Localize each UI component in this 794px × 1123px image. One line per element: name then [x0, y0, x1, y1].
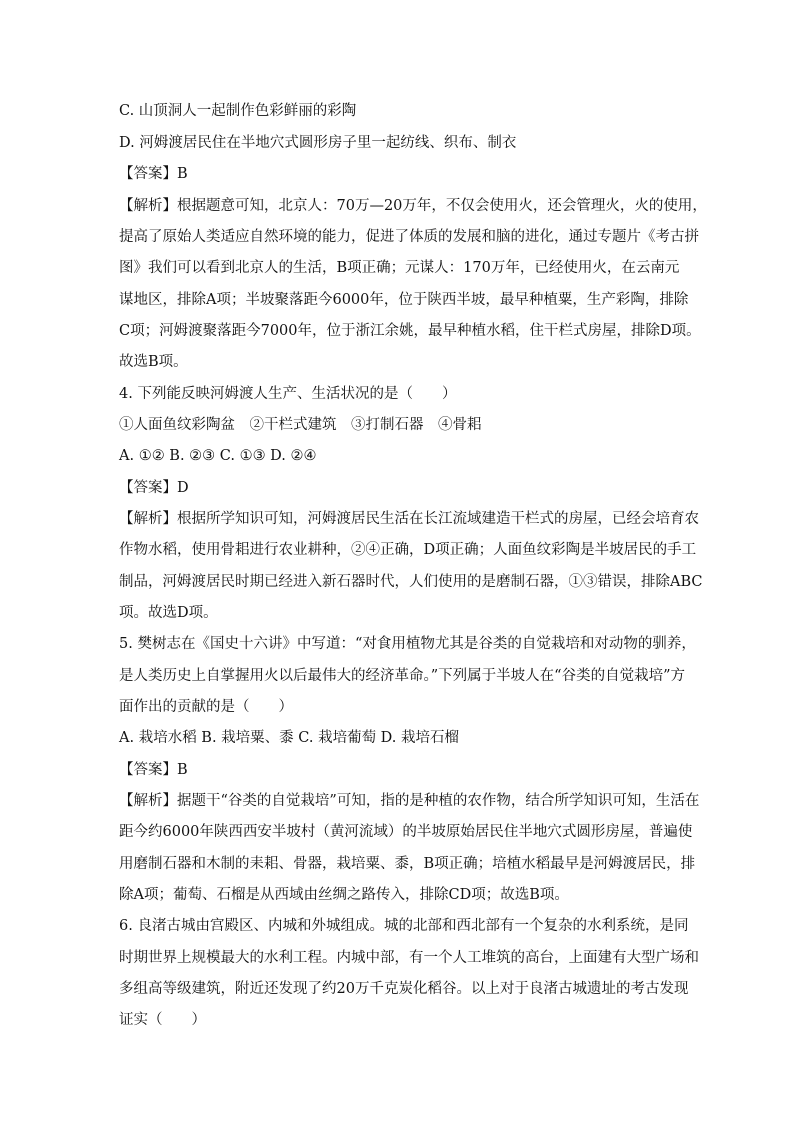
explanation-q3-line-2: 提高了原始人类适应自然环境的能力，促进了体质的发展和脑的进化，通过专题片《考古拼 — [119, 229, 699, 245]
question-6-stem-line-2: 时期世界上规模最大的水利工程。内城中部，有一个人工堆筑的高台，上面建有大型广场和 — [119, 950, 699, 966]
option-d-q3: D. 河姆渡居民住在半地穴式圆形房子里一起纺线、织布、制衣 — [119, 135, 517, 151]
explanation-q5-line-2: 距今约6000年陕西西安半坡村（黄河流域）的半坡原始居民住半地穴式圆形房屋，普遍使 — [119, 824, 693, 840]
option-c-q3: C. 山顶洞人一起制作色彩鲜丽的彩陶 — [119, 103, 357, 119]
explanation-q5-line-1: 【解析】据题干“谷类的自觉栽培”可知，指的是种植的农作物，结合所学知识可知，生活在 — [119, 793, 700, 809]
answer-q5: 【答案】B — [119, 762, 188, 778]
explanation-q5-line-3: 用磨制石器和木制的耒耜、骨器，栽培粟、黍，B项正确；培植水稻最早是河姆渡居民，排 — [119, 856, 696, 872]
question-5-stem-line-2: 是人类历史上自掌握用火以后最伟大的经济革命。”下列属于半坡人在“谷类的自觉栽培”方 — [119, 668, 685, 684]
question-5-stem-line-3: 面作出的贡献的是（ ） — [119, 699, 293, 715]
explanation-q3-line-3: 图》我们可以看到北京人的生活，B项正确；元谋人：170万年，已经使用火，在云南元 — [119, 260, 680, 276]
answer-q4: 【答案】D — [119, 480, 189, 496]
explanation-q4-line-3: 制品，河姆渡居民时期已经进入新石器时代，人们使用的是磨制石器，①③错误，排除ABC — [119, 574, 703, 590]
answer-q3: 【答案】B — [119, 166, 188, 182]
explanation-q4-line-1: 【解析】根据所学知识可知，河姆渡居民生活在长江流域建造干栏式的房屋，已经会培育农 — [119, 511, 699, 527]
question-6-stem-line-3: 多组高等级建筑，附近还发现了约20万千克炭化稻谷。以上对于良渚古城遗址的考古发现 — [119, 981, 689, 997]
explanation-q3-line-6: 故选B项。 — [119, 354, 188, 370]
explanation-q3-line-1: 【解析】根据题意可知，北京人：70万—20万年，不仅会使用火，还会管理火，火的使用， — [119, 198, 707, 214]
question-4-stem: 4. 下列能反映河姆渡人生产、生活状况的是（ ） — [119, 386, 457, 402]
question-4-options: A. ①② B. ②③ C. ①③ D. ②④ — [119, 448, 317, 464]
explanation-q4-line-4: 项。故选D项。 — [119, 605, 218, 621]
question-5-options: A. 栽培水稻 B. 栽培粟、黍 C. 栽培葡萄 D. 栽培石榴 — [119, 730, 460, 746]
question-4-items: ①人面鱼纹彩陶盆 ②干栏式建筑 ③打制石器 ④骨耜 — [119, 417, 482, 433]
explanation-q3-line-5: C项；河姆渡聚落距今7000年，位于浙江余姚，最早种植水稻，住干栏式房屋，排除D项。 — [119, 323, 701, 339]
explanation-q5-line-4: 除A项；葡萄、石榴是从西域由丝绸之路传入，排除CD项；故选B项。 — [119, 887, 569, 903]
question-6-stem-line-1: 6. 良渚古城由宫殿区、内城和外城组成。城的北部和西北部有一个复杂的水利系统，是同 — [119, 918, 689, 934]
question-6-stem-line-4: 证实（ ） — [119, 1012, 206, 1028]
explanation-q4-line-2: 作物水稻，使用骨耜进行农业耕种，②④正确，D项正确；人面鱼纹彩陶是半坡居民的手工 — [119, 542, 697, 558]
question-5-stem-line-1: 5. 樊树志在《国史十六讲》中写道：“对食用植物尤其是谷类的自觉栽培和对动物的驯养， — [119, 636, 696, 652]
explanation-q3-line-4: 谋地区，排除A项；半坡聚落距今6000年，位于陕西半坡，最早种植粟，生产彩陶，排除 — [119, 292, 689, 308]
